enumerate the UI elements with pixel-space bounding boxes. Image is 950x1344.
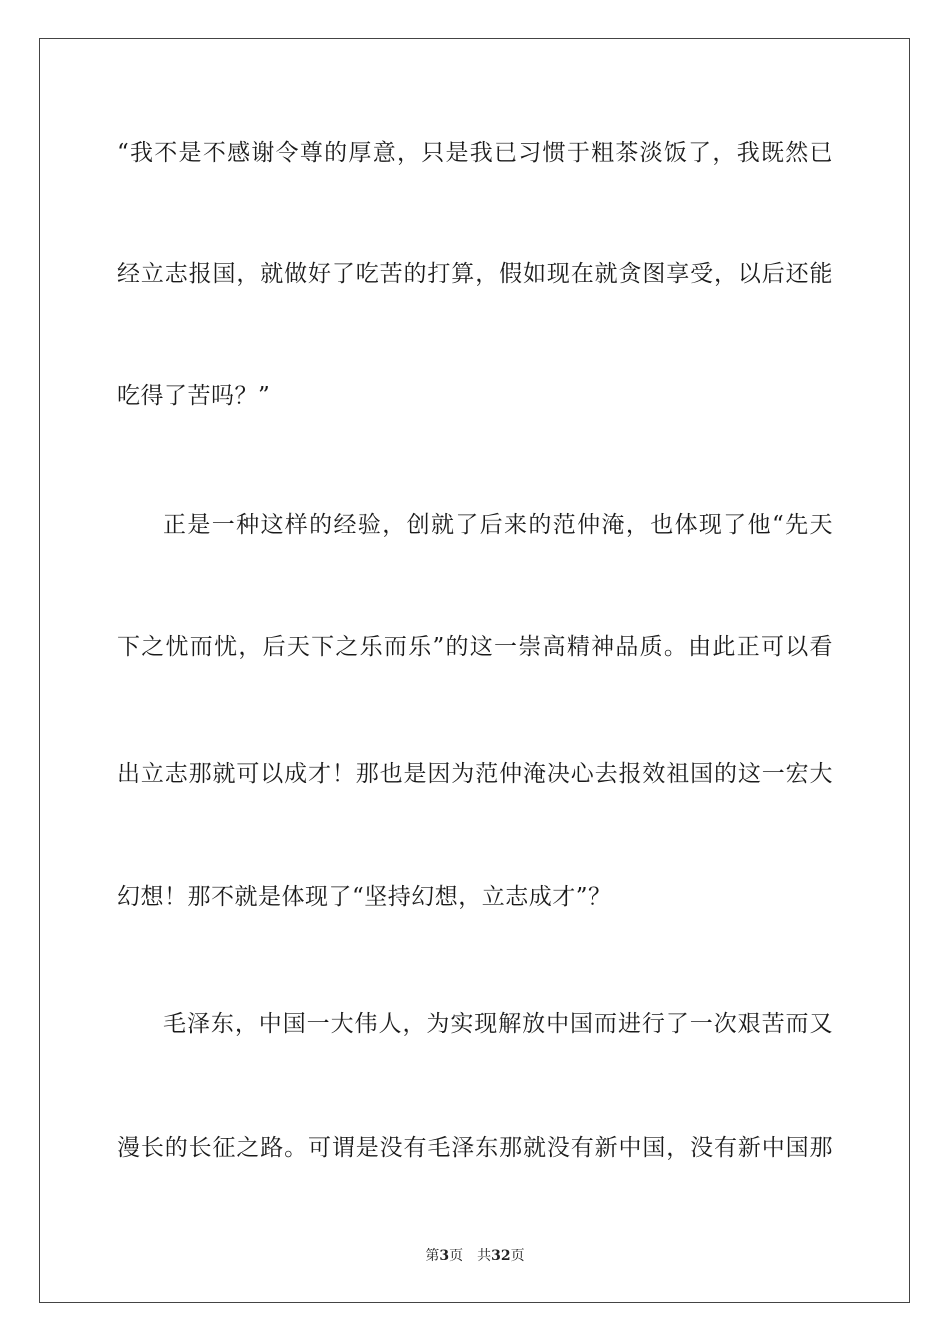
paragraph-2-line-3: 出立志那就可以成才！那也是因为范仲淹决心去报效祖国的这一宏大 bbox=[117, 761, 833, 787]
page-indicator bbox=[425, 1248, 463, 1264]
current-page-number: 3 bbox=[439, 1248, 450, 1264]
total-prefix: 共 bbox=[477, 1248, 492, 1264]
total-page-count: 32 bbox=[491, 1248, 511, 1264]
page-border bbox=[39, 38, 910, 1303]
paragraph-1-line-1: “我不是不感谢令尊的厚意，只是我已习惯于粗茶淡饭了，我既然已 bbox=[117, 140, 833, 166]
paragraph-2-line-4: 幻想！那不就是体现了“坚持幻想，立志成才”？ bbox=[117, 884, 612, 910]
page-prefix: 第 bbox=[425, 1248, 440, 1264]
page-suffix: 页 bbox=[449, 1248, 464, 1264]
paragraph-1-line-2: 经立志报国，就做好了吃苦的打算，假如现在就贪图享受，以后还能 bbox=[117, 261, 833, 287]
paragraph-2-line-2: 下之忧而忧，后天下之乐而乐”的这一崇高精神品质。由此正可以看 bbox=[117, 634, 833, 660]
total-pages-indicator bbox=[477, 1248, 524, 1264]
paragraph-3-line-2: 漫长的长征之路。可谓是没有毛泽东那就没有新中国，没有新中国那 bbox=[117, 1135, 833, 1161]
paragraph-2-line-1: 正是一种这样的经验，创就了后来的范仲淹，也体现了他“先天 bbox=[163, 512, 833, 538]
page-footer bbox=[0, 1247, 950, 1265]
paragraph-1-line-3: 吃得了苦吗？” bbox=[117, 383, 271, 409]
paragraph-3-line-1: 毛泽东，中国一大伟人，为实现解放中国而进行了一次艰苦而又 bbox=[163, 1011, 833, 1037]
total-suffix: 页 bbox=[510, 1248, 525, 1264]
